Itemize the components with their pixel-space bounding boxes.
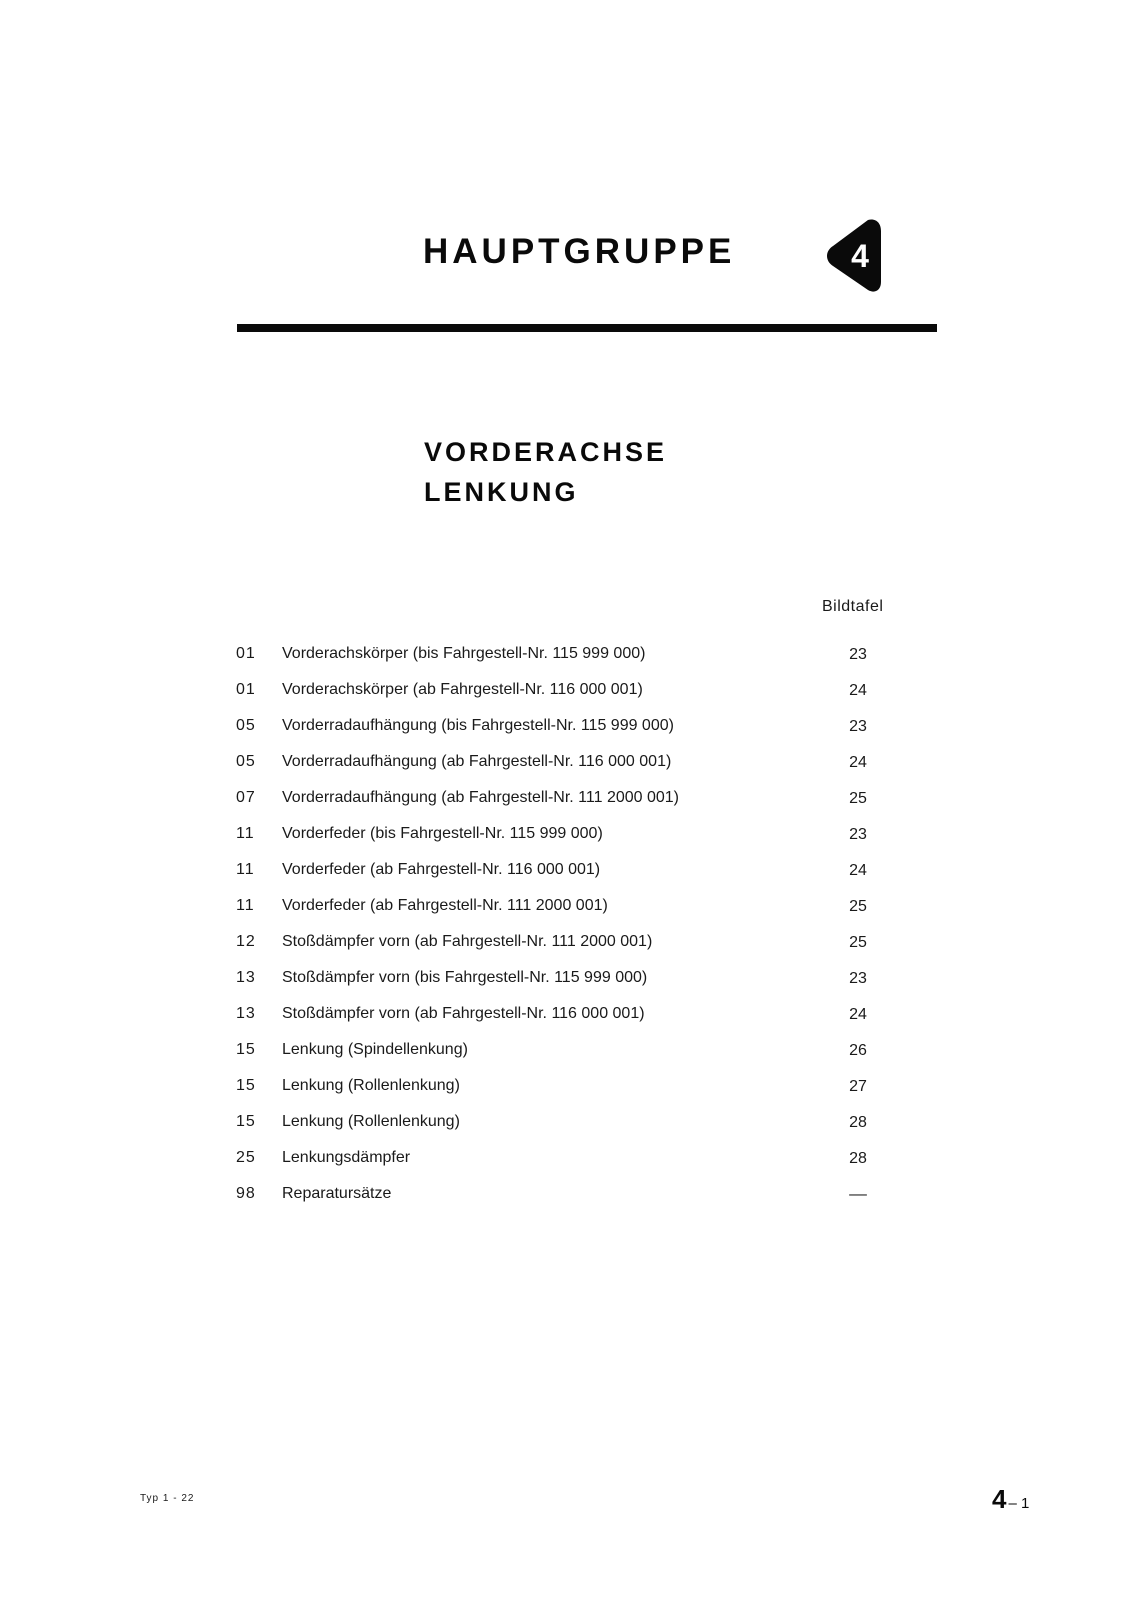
row-description: Stoßdämpfer vorn (ab Fahrgestell-Nr. 111 2000 001)	[282, 933, 653, 950]
row-plate-number: 25	[849, 790, 867, 807]
table-row	[236, 852, 916, 888]
table-row	[236, 996, 916, 1032]
row-group-number: 13	[236, 969, 256, 986]
table-row	[236, 780, 916, 816]
type-label: Typ 1 - 22	[140, 1493, 195, 1504]
row-plate-number: 23	[849, 718, 867, 735]
row-group-number: 12	[236, 933, 256, 950]
row-description: Vorderachskörper (bis Fahrgestell-Nr. 115 999 000)	[282, 645, 646, 662]
table-row	[236, 1140, 916, 1176]
row-group-number: 13	[236, 1005, 256, 1022]
row-group-number: 01	[236, 681, 256, 698]
row-plate-number: 28	[849, 1114, 867, 1131]
page-number-major: 4	[992, 1484, 1007, 1514]
row-plate-number: 24	[849, 1006, 867, 1023]
row-description: Vorderachskörper (ab Fahrgestell-Nr. 116 000 001)	[282, 681, 643, 698]
page-title: HAUPTGRUPPE	[423, 232, 736, 271]
row-description: Lenkung (Spindellenkung)	[282, 1041, 468, 1058]
row-description: Lenkungsdämpfer	[282, 1149, 411, 1166]
row-group-number: 15	[236, 1113, 256, 1130]
table-row	[236, 1032, 916, 1068]
row-description: Reparatursätze	[282, 1185, 392, 1202]
row-group-number: 07	[236, 789, 256, 806]
row-plate-number: 24	[849, 682, 867, 699]
row-plate-number: 23	[849, 970, 867, 987]
table-row	[236, 708, 916, 744]
row-group-number: 11	[236, 825, 255, 842]
row-plate-number: ––	[849, 1186, 867, 1203]
row-group-number: 98	[236, 1185, 256, 1202]
row-description: Lenkung (Rollenlenkung)	[282, 1113, 460, 1130]
table-row	[236, 1068, 916, 1104]
row-plate-number: 23	[849, 826, 867, 843]
row-description: Vorderfeder (bis Fahrgestell-Nr. 115 999 000)	[282, 825, 603, 842]
row-plate-number: 28	[849, 1150, 867, 1167]
table-row	[236, 816, 916, 852]
bildtafel-column-header: Bildtafel	[822, 598, 884, 615]
table-row	[236, 636, 916, 672]
section-title	[424, 432, 667, 512]
row-group-number: 15	[236, 1041, 256, 1058]
row-description: Stoßdämpfer vorn (bis Fahrgestell-Nr. 115 999 000)	[282, 969, 648, 986]
row-description: Vorderradaufhängung (ab Fahrgestell-Nr. 111 2000 001)	[282, 789, 680, 806]
section-title-line-1: VORDERACHSE	[424, 437, 668, 467]
table-row	[236, 1104, 916, 1140]
row-description: Vorderfeder (ab Fahrgestell-Nr. 111 2000 001)	[282, 897, 608, 914]
row-description: Vorderradaufhängung (bis Fahrgestell-Nr. 115 999 000)	[282, 717, 674, 734]
row-description: Vorderfeder (ab Fahrgestell-Nr. 116 000 001)	[282, 861, 601, 878]
table-row	[236, 672, 916, 708]
page-number	[992, 1484, 1029, 1515]
table-row	[236, 1176, 916, 1212]
table-row	[236, 744, 916, 780]
row-group-number: 05	[236, 717, 256, 734]
contents-table	[236, 636, 916, 1212]
row-group-number: 11	[236, 861, 255, 878]
group-number-badge-icon	[826, 218, 882, 294]
row-plate-number: 24	[849, 862, 867, 879]
row-group-number: 25	[236, 1149, 256, 1166]
row-description: Lenkung (Rollenlenkung)	[282, 1077, 460, 1094]
page-number-minor: – 1	[1008, 1495, 1030, 1512]
badge-number: 4	[851, 238, 869, 274]
row-description: Stoßdämpfer vorn (ab Fahrgestell-Nr. 116 000 001)	[282, 1005, 645, 1022]
row-group-number: 11	[236, 897, 255, 914]
table-row	[236, 888, 916, 924]
row-plate-number: 27	[849, 1078, 867, 1095]
row-plate-number: 25	[849, 898, 867, 915]
row-group-number: 15	[236, 1077, 256, 1094]
section-title-line-2: LENKUNG	[424, 477, 579, 507]
row-plate-number: 23	[849, 646, 867, 663]
table-row	[236, 924, 916, 960]
row-plate-number: 25	[849, 934, 867, 951]
row-group-number: 05	[236, 753, 256, 770]
row-plate-number: 26	[849, 1042, 867, 1059]
row-description: Vorderradaufhängung (ab Fahrgestell-Nr. 116 000 001)	[282, 753, 672, 770]
row-plate-number: 24	[849, 754, 867, 771]
table-row	[236, 960, 916, 996]
header-divider	[237, 324, 937, 332]
row-group-number: 01	[236, 645, 256, 662]
